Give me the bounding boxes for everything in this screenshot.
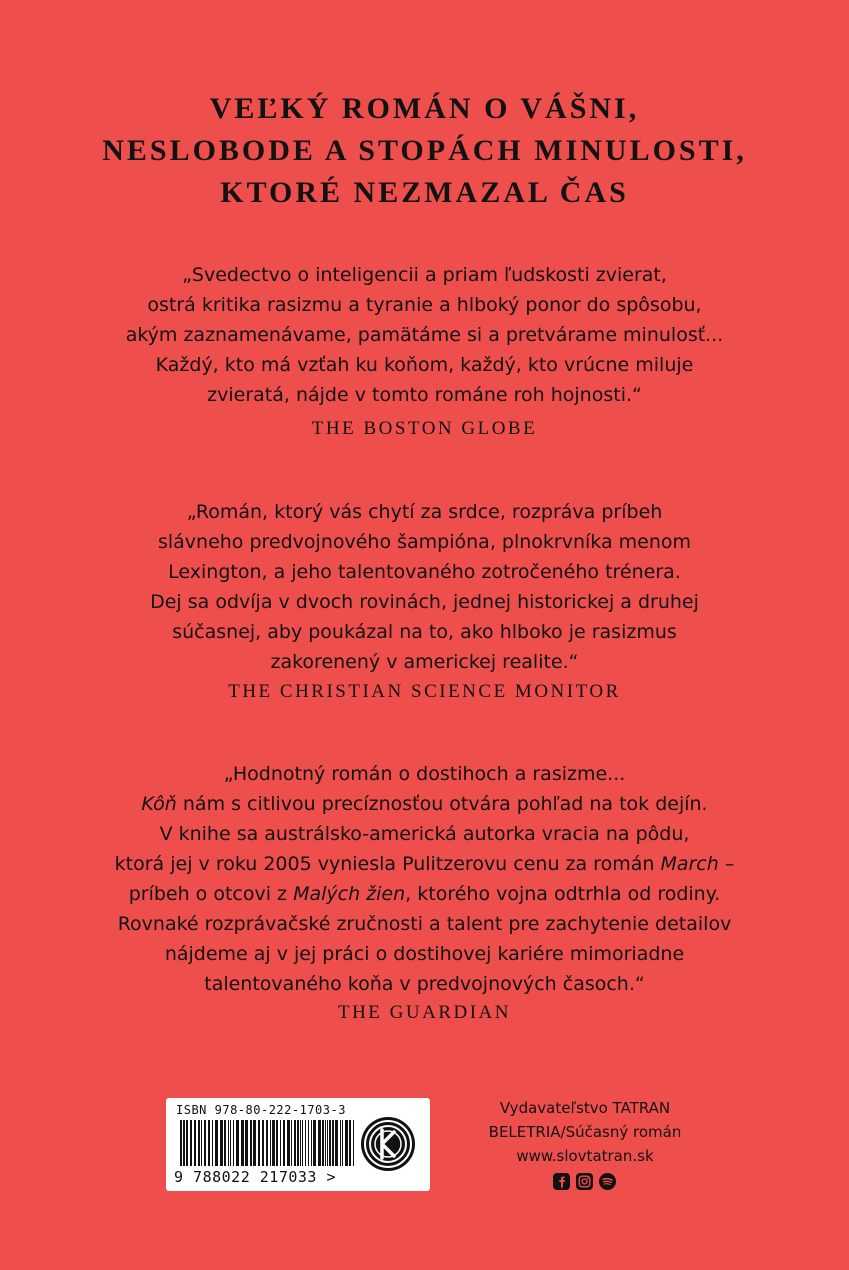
quote-line: Rovnaké rozprávačské zručnosti a talent pre zachytenie detailov: [117, 913, 732, 935]
publisher-logo-icon: [360, 1116, 416, 1172]
barcode-bar: [183, 1120, 185, 1166]
barcode-bar: [305, 1120, 306, 1166]
quote-line: talentovaného koňa v predvojnových časoch.“: [204, 973, 645, 995]
barcode-bar: [272, 1120, 275, 1166]
quote-line: „Hodnotný román o dostihoch a rasizme...: [223, 763, 626, 785]
barcode-bar: [283, 1120, 285, 1166]
quote-line: „Román, ktorý vás chytí za srdce, rozpráva príbeh: [186, 501, 663, 523]
barcode-bar: [302, 1120, 303, 1166]
barcode-bar: [194, 1120, 196, 1166]
quote-line: [0, 789, 849, 819]
barcode-bar: [308, 1120, 309, 1166]
barcode-bar: [335, 1120, 338, 1166]
headline-line: NESLOBODE A STOPÁCH MINULOSTI,: [102, 134, 747, 167]
barcode-bar: [228, 1120, 229, 1166]
barcode-bar: [198, 1120, 200, 1166]
facebook-icon[interactable]: [553, 1173, 570, 1190]
barcode-bar: [340, 1120, 341, 1166]
barcode-bar: [322, 1120, 324, 1166]
quote-line: ostrá kritika rasizmu a tyranie a hlboký ponor do spôsobu,: [147, 294, 702, 316]
barcode-bar: [262, 1120, 264, 1166]
barcode-bar: [291, 1120, 292, 1166]
barcode-bar: [230, 1120, 231, 1166]
barcode-bar: [342, 1120, 343, 1166]
review-quote-boston-globe: [0, 260, 849, 410]
book-title-italic: March: [660, 853, 719, 875]
instagram-icon[interactable]: [576, 1173, 593, 1190]
barcode-bar: [270, 1120, 271, 1166]
barcode-bar: [325, 1120, 326, 1166]
quote-line: akým zaznamenávame, pamätáme si a pretvárame minulosť...: [125, 324, 724, 346]
quote-line: súčasnej, aby poukázal na to, ako hlboko je rasizmus: [172, 621, 677, 643]
spotify-icon[interactable]: [599, 1173, 616, 1190]
barcode-bar: [311, 1120, 312, 1166]
barcode-bar: [224, 1120, 226, 1166]
barcode-bar: [233, 1120, 234, 1166]
social-icons: [553, 1173, 616, 1190]
barcode-bar: [236, 1120, 239, 1166]
review-source: THE GUARDIAN: [337, 1002, 511, 1023]
quote-line: V knihe sa austrálsko-americká autorka vracia na pôdu,: [159, 823, 690, 845]
publisher-name: Vydavateľstvo TATRAN: [499, 1099, 671, 1117]
barcode-bar: [294, 1120, 296, 1166]
isbn-label: ISBN 978-80-222-1703-3: [176, 1103, 346, 1117]
barcode-bar: [297, 1120, 299, 1166]
barcode-bar: [276, 1120, 278, 1166]
barcode-bar: [345, 1120, 348, 1166]
barcode-bar: [280, 1120, 281, 1166]
review-quote-christian-science-monitor: [0, 497, 849, 677]
barcode-bar: [204, 1120, 206, 1166]
barcode-bar: [329, 1120, 331, 1166]
quote-line: zvieratá, nájde v tomto románe roh hojnosti.“: [207, 384, 642, 406]
isbn-barcode-box: [166, 1098, 430, 1191]
quote-text: –: [718, 853, 735, 875]
review-quote-guardian: [0, 759, 849, 999]
barcode-bar: [201, 1120, 202, 1166]
barcode-bar: [258, 1120, 260, 1166]
barcode-bar: [318, 1120, 321, 1166]
quote-line: [0, 879, 849, 909]
headline: [0, 88, 849, 214]
headline-line: KTORÉ NEZMAZAL ČAS: [220, 176, 629, 209]
quote-line: Dej sa odvíja v dvoch rovinách, jednej historickej a druhej: [150, 591, 699, 613]
barcode-bar: [327, 1120, 328, 1166]
quote-line: Každý, kto má vzťah ku koňom, každý, kto vrúcne miluje: [155, 354, 694, 376]
headline-line: VEĽKÝ ROMÁN O VÁŠNI,: [209, 92, 640, 125]
quote-line: Lexington, a jeho talentovaného zotročeného trénera.: [168, 561, 681, 583]
barcode-bar: [313, 1120, 316, 1166]
barcode-bar: [186, 1120, 188, 1166]
barcode-bar: [300, 1120, 301, 1166]
publisher-info: [470, 1096, 700, 1168]
barcode-bar: [220, 1120, 223, 1166]
barcode-bar: [349, 1120, 351, 1166]
barcode-bar: [287, 1120, 290, 1166]
barcode-bar: [212, 1120, 213, 1166]
quote-text: príbeh o otcovi z: [128, 883, 294, 905]
barcode-digits: 9 788022 217033 >: [174, 1168, 337, 1186]
quote-text: , ktorého vojna odtrhla od rodiny.: [405, 883, 721, 905]
barcode-bar: [241, 1120, 244, 1166]
quote-line: „Svedectvo o inteligencii a priam ľudskosti zvierat,: [182, 264, 667, 286]
barcode-bar: [266, 1120, 268, 1166]
quote-line: zakorenený v americkej realite.“: [270, 651, 579, 673]
quote-text: ktorá jej v roku 2005 vyniesla Pulitzerovu cenu za román: [114, 853, 661, 875]
barcode-bar: [180, 1120, 182, 1166]
quote-text: nám s citlivou precíznosťou otvára pohľad na tok dejín.: [176, 793, 708, 815]
barcode-bar: [250, 1120, 252, 1166]
barcode-bar: [332, 1120, 334, 1166]
barcode-bar: [215, 1120, 218, 1166]
quote-line: [0, 849, 849, 879]
quote-line: slávneho predvojnového šampióna, plnokrvníka menom: [157, 531, 692, 553]
barcode-bar: [208, 1120, 210, 1166]
book-title-italic: Malých žien: [293, 883, 406, 905]
barcode-bar: [245, 1120, 248, 1166]
barcode-bar: [353, 1120, 354, 1166]
quote-line: nájdeme aj v jej práci o dostihovej kariére mimoriadne: [164, 943, 685, 965]
barcode-bar: [190, 1120, 192, 1166]
publisher-website[interactable]: www.slovtatran.sk: [516, 1147, 654, 1165]
review-source: THE CHRISTIAN SCIENCE MONITOR: [228, 681, 621, 702]
barcode: [180, 1120, 356, 1170]
publisher-imprint: BELETRIA/Súčasný román: [488, 1123, 682, 1141]
book-title-italic: Kôň: [141, 793, 177, 815]
barcode-bar: [253, 1120, 256, 1166]
review-source: THE BOSTON GLOBE: [311, 418, 538, 439]
